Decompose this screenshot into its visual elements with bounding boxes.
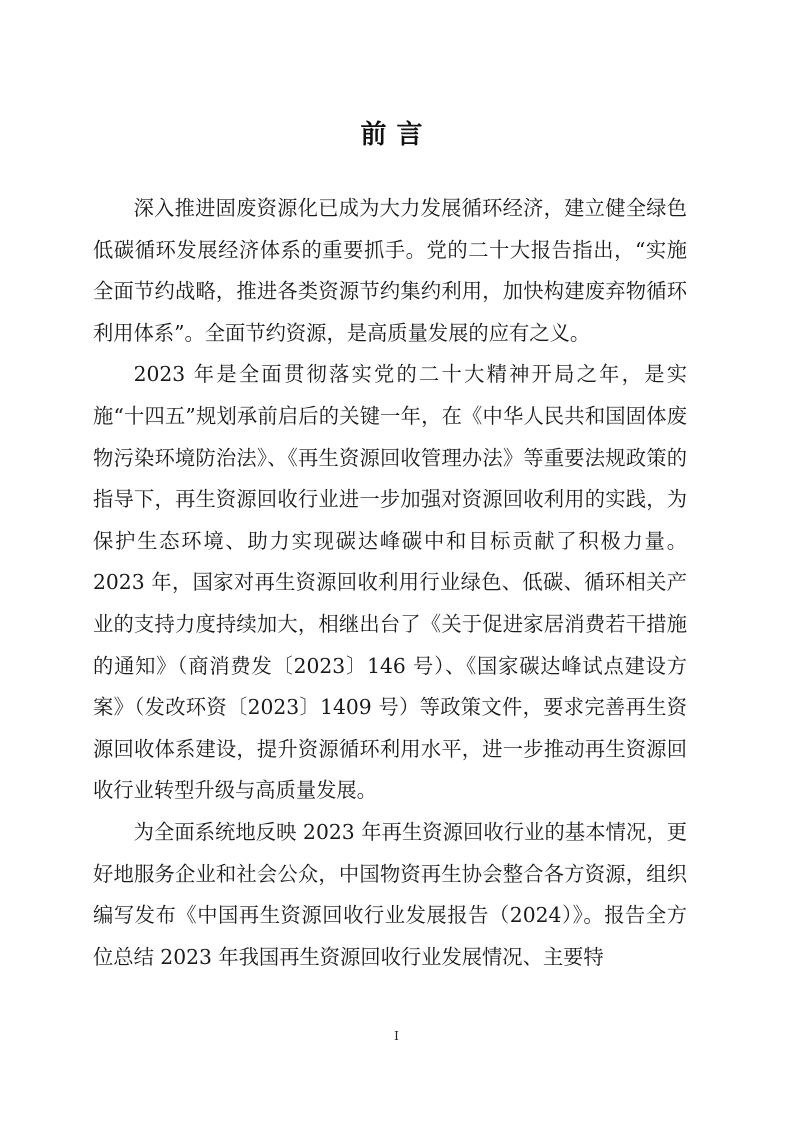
body-text [93,188,687,978]
paragraph: 2023 年是全面贯彻落实党的二十大精神开局之年，是实施“十四五”规划承前启后的关键一年，在《中华人民共和国固体废物污染环境防治法》、《再生资源回收管理办法》等重要法规政策的指导下，再生资源回收行业进一步加强对资源回收利用的实践，为保护生态环境、助力实现碳达峰碳中和目标贡献了积极力量。2023 年，国家对再生资源回收利用行业绿色、低碳、循环相关产业的支持力度持续加大，相继出台了《关于促进家居消费若干措施的通知》（商消费发〔2023〕146 号）、《国家碳达峰试点建设方案》（发改环资〔2023〕1409 号）等政策文件，要求完善再生资源回收体系建设，提升资源循环利用水平，进一步推动再生资源回收行业转型升级与高质量发展。 [93,362,687,803]
paragraph: 为全面系统地反映 2023 年再生资源回收行业的基本情况，更好地服务企业和社会公众，中国物资再生协会整合各方资源，组织编写发布《中国再生资源回收行业发展报告（2024）》。报告全方位总结 2023 年我国再生资源回收行业发展情况、主要特 [93,819,687,969]
paragraph: 深入推进固废资源化已成为大力发展循环经济，建立健全绿色低碳循环发展经济体系的重要抓手。党的二十大报告指出，“实施全面节约战略，推进各类资源节约集约利用，加快构建废弃物循环利用体系”。全面节约资源，是高质量发展的应有之义。 [93,196,687,345]
page-number: I [394,1029,399,1043]
page-title: 前言 [360,120,433,150]
